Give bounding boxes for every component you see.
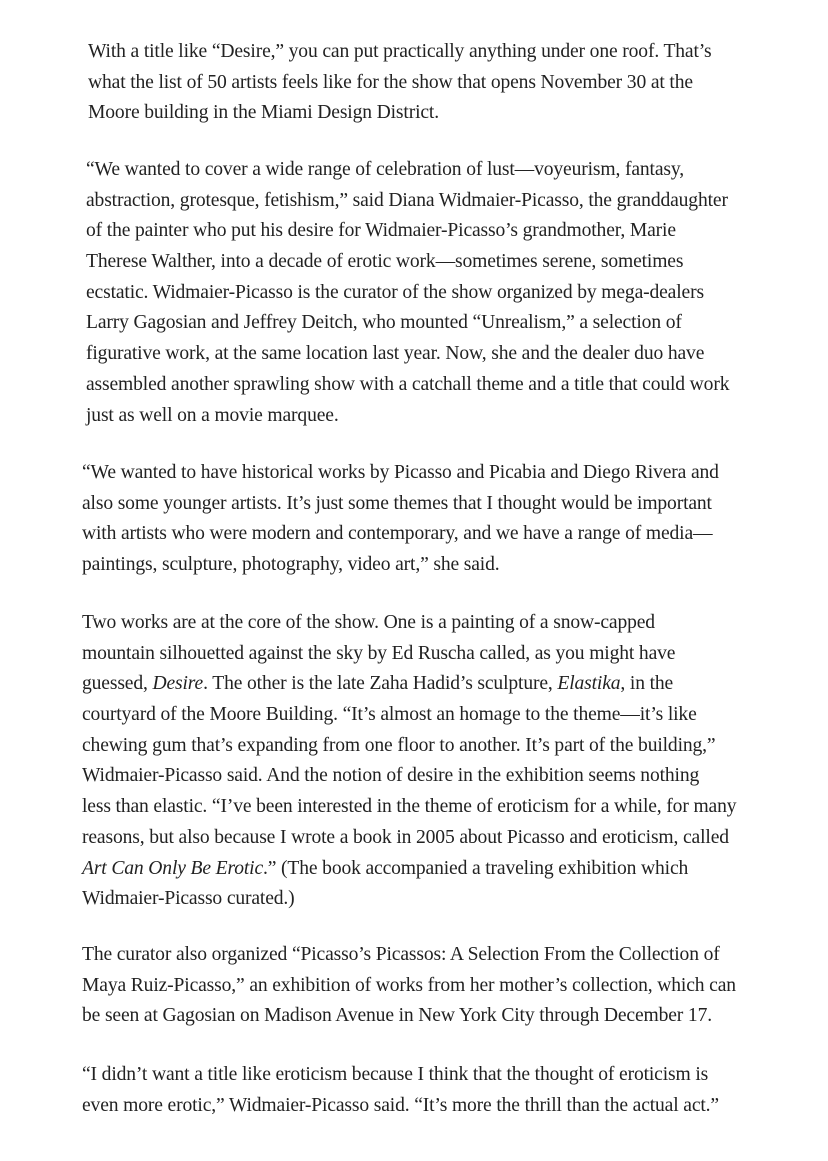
paragraph-core-works [82,608,736,915]
text-line: With a title like “Desire,” you can put practically anything under one roof. That’s [88,41,712,62]
text-line: Larry Gagosian and Jeffrey Deitch, who mounted “Unrealism,” a selection of [86,312,682,334]
text-line: courtyard of the Moore Building. “It’s almost an homage to the theme—it’s like [82,704,697,726]
text-line: Moore building in the Miami Design District. [88,102,439,124]
paragraph-quote-historical [82,458,719,581]
text-run: , in the [620,673,674,695]
text-line: Maya Ruiz-Picasso,” an exhibition of works from her mother’s collection, which can [82,974,736,996]
text-line: with artists who were modern and contemporary, and we have a range of media— [82,523,713,545]
text-line: mountain silhouetted against the sky by Ed Ruscha called, as you might have [82,642,676,664]
text-line: chewing gum that’s expanding from one floor to another. It’s part of the building,” [82,734,716,756]
text-line: Widmaier-Picasso said. And the notion of desire in the exhibition seems nothing [82,765,700,787]
text-line: abstraction, grotesque, fetishism,” said Diana Widmaier-Picasso, the granddaughter [86,189,728,211]
text-line [82,854,736,885]
text-line: be seen at Gagosian on Madison Avenue in New York City through December 17. [82,1005,712,1027]
paragraph-intro [88,37,712,129]
text-line [82,669,736,700]
paragraph-closing-quote [82,1060,719,1121]
artwork-title-elastika: Elastika [557,673,621,695]
text-line: of the painter who put his desire for Widmaier-Picasso’s grandmother, Marie [86,220,676,242]
text-line: also some younger artists. It’s just some themes that I thought would be important [82,492,712,514]
text-line: “We wanted to have historical works by Picasso and Picabia and Diego Rivera and [82,462,719,483]
text-line: Therese Walther, into a decade of erotic work—sometimes serene, sometimes [86,251,684,273]
text-line: ecstatic. Widmaier-Picasso is the curator of the show organized by mega-dealers [86,281,704,303]
text-line: Two works are at the core of the show. One is a painting of a snow-capped [82,612,655,633]
text-line: “I didn’t want a title like eroticism because I think that the thought of eroticism is [82,1064,709,1085]
text-line: less than elastic. “I’ve been interested in the theme of eroticism for a while, for many [82,796,737,818]
paragraph-quote-lust [86,155,729,431]
text-line: reasons, but also because I wrote a book in 2005 about Picasso and eroticism, called [82,826,729,848]
text-line: figurative work, at the same location last year. Now, she and the dealer duo have [86,343,705,365]
text-line: “We wanted to cover a wide range of celebration of lust—voyeurism, fantasy, [86,159,684,180]
text-line: paintings, sculpture, photography, video art,” she said. [82,554,500,576]
text-run: .” (The book accompanied a traveling exhibition which [263,857,689,879]
paragraph-other-exhibition [82,940,736,1032]
text-line: Widmaier-Picasso curated.) [82,888,295,910]
artwork-title-desire: Desire [152,673,204,695]
text-run: . The other is the late Zaha Hadid’s sculpture, [203,673,558,695]
text-line: just as well on a movie marquee. [86,404,339,426]
text-line: even more erotic,” Widmaier-Picasso said. “It’s more the thrill than the actual act.” [82,1094,719,1116]
text-run: guessed, [82,673,153,695]
text-line: The curator also organized “Picasso’s Picassos: A Selection From the Collection of [82,944,720,965]
text-line: assembled another sprawling show with a catchall theme and a title that could work [86,373,730,395]
text-line: what the list of 50 artists feels like for the show that opens November 30 at the [88,71,693,93]
book-title: Art Can Only Be Erotic [82,857,263,879]
